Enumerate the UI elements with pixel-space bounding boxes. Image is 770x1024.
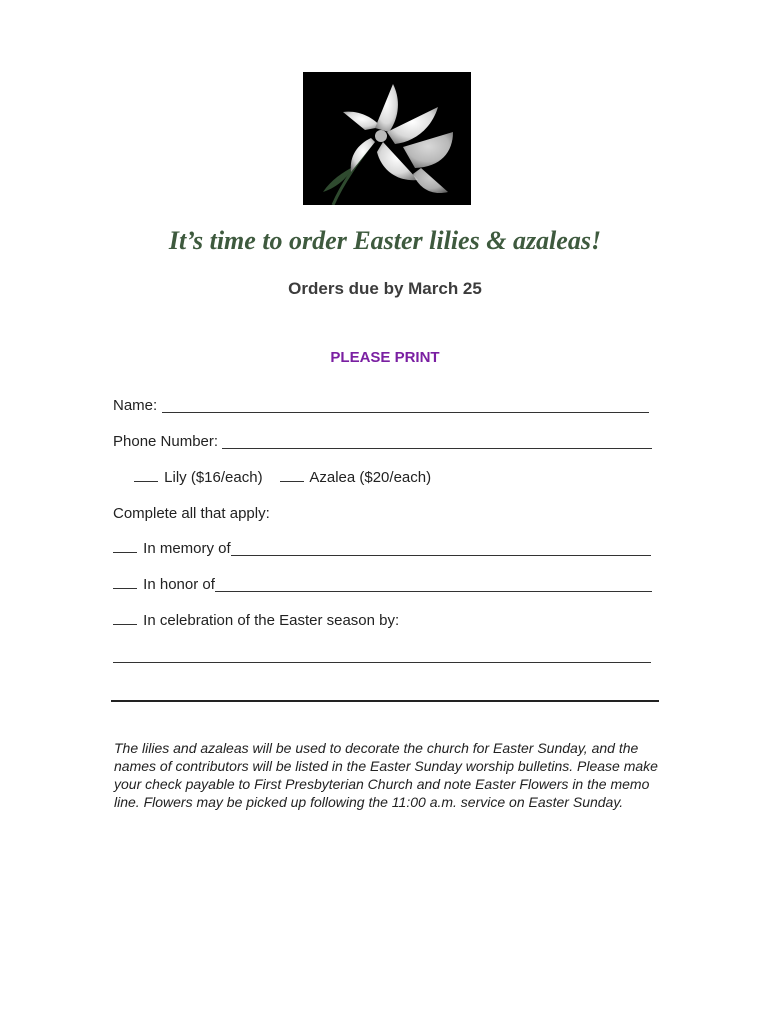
section-divider — [111, 700, 659, 702]
name-row — [113, 397, 157, 414]
azalea-option-label: Azalea ($20/each) — [309, 469, 432, 486]
celebration-label: In celebration of the Easter season by: — [143, 612, 400, 629]
lily-option-label: Lily ($16/each) — [164, 469, 263, 486]
memory-checkbox-blank[interactable] — [113, 552, 137, 553]
name-label: Name: — [113, 397, 158, 414]
honor-label: In honor of — [143, 576, 215, 593]
memory-field[interactable] — [231, 555, 651, 556]
please-print-note: PLEASE PRINT — [330, 349, 440, 366]
name-field[interactable] — [162, 412, 649, 413]
phone-row — [113, 433, 218, 450]
headline: It’s time to order Easter lilies & azaleas! — [168, 226, 602, 255]
azalea-quantity-blank[interactable] — [280, 481, 304, 482]
easter-lily-image — [303, 72, 471, 205]
celebration-field[interactable] — [113, 662, 651, 663]
phone-field[interactable] — [222, 448, 652, 449]
apply-instruction: Complete all that apply: — [113, 505, 270, 522]
instructions-note: The lilies and azaleas will be used to decorate the church for Easter Sunday, and the names of contributors will be listed in the Easter Sunday worship bulletins. Please make your check payable to First Presbyterian Church and note Easter Flowers in the memo line. Flowers may be picked up following the 11:00 a.m. service on Easter Sunday. — [114, 740, 658, 810]
celebration-checkbox-blank[interactable] — [113, 624, 137, 625]
honor-row — [113, 576, 215, 593]
azalea-row — [280, 469, 431, 486]
order-deadline: Orders due by March 25 — [288, 279, 482, 298]
memory-row — [113, 540, 231, 557]
honor-checkbox-blank[interactable] — [113, 588, 137, 589]
lily-quantity-blank[interactable] — [134, 481, 158, 482]
celebration-row — [113, 612, 399, 629]
honor-field[interactable] — [215, 591, 652, 592]
phone-label: Phone Number: — [113, 433, 219, 450]
flower-options-row — [134, 469, 263, 486]
memory-label: In memory of — [143, 540, 231, 557]
